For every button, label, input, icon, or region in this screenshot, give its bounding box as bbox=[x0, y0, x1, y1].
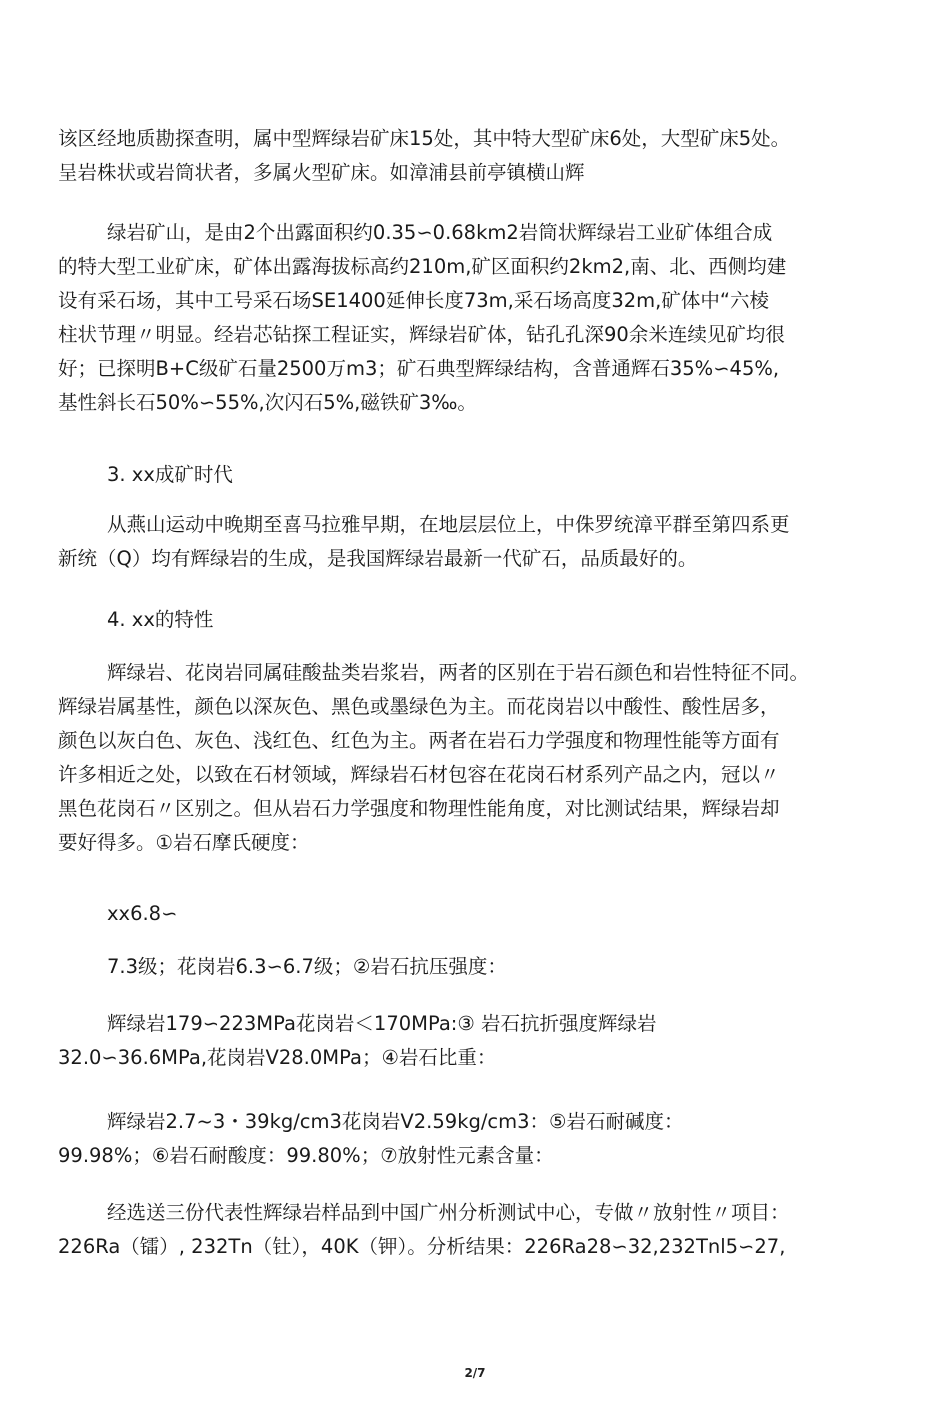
text-line: 99.98%；⑥岩石耐酸度：99.80%；⑦放射性元素含量： bbox=[58, 1144, 554, 1167]
text-line: 经选送三份代表性辉绿岩样品到中国广州分析测试中心，专做〃放射性〃项目： bbox=[107, 1201, 790, 1224]
text-line: 许多相近之处，以致在石材领域，辉绿岩石材包容在花岗石材系列产品之内，冠以〃 bbox=[58, 763, 780, 786]
text-line: 柱状节理〃明显。经岩芯钻探工程证实，辉绿岩矿体，钻孔孔深90余米连续见矿均很 bbox=[58, 323, 785, 346]
text-line: 的特大型工业矿床，矿体出露海拔标高约210m,矿区面积约2km2,南、北、西侧均建 bbox=[58, 255, 787, 278]
text-line: 辉绿岩179∽223MPa花岗岩＜170MPa:③ 岩石抗折强度辉绿岩 bbox=[107, 1012, 657, 1035]
text-line: 要好得多。①岩石摩氏硬度： bbox=[58, 831, 310, 854]
paragraph-deposit-overview bbox=[58, 122, 908, 190]
text-line: 辉绿岩2.7~3・39kg/cm3花岗岩V2.59kg/cm3：⑤岩石耐碱度： bbox=[107, 1110, 684, 1133]
text-line: 呈岩株状或岩筒状者，多属火型矿床。如漳浦县前亭镇横山辉 bbox=[58, 161, 585, 184]
text-line: 该区经地质勘探查明，属中型辉绿岩矿床15处，其中特大型矿床6处，大型矿床5处。 bbox=[58, 127, 791, 150]
text-line: 3. xx成矿时代 bbox=[107, 463, 233, 486]
section-heading-mineralization-age bbox=[58, 458, 908, 492]
text-line: 从燕山运动中晚期至喜马拉雅早期，在地层层位上，中侏罗统漳平群至第四系更 bbox=[107, 513, 790, 536]
text-line: 基性斜长石50%∽55%,次闪石5%,磁铁矿3‰。 bbox=[58, 391, 477, 414]
text-line: 辉绿岩、花岗岩同属硅酸盐类岩浆岩，两者的区别在于岩石颜色和岩性特征不同。 bbox=[107, 661, 810, 684]
text-line: xx6.8∽ bbox=[107, 902, 178, 925]
text-line: 绿岩矿山，是由2个出露面积约0.35∽0.68km2岩筒状辉绿岩工业矿体组合成 bbox=[107, 221, 773, 244]
page-number: 2/7 bbox=[464, 1366, 486, 1380]
text-line: 7.3级；花岗岩6.3∽6.7级；②岩石抗压强度： bbox=[107, 955, 507, 978]
text-line: 设有采石场，其中工号采石场SE1400延伸长度73m,采石场高度32m,矿体中“六棱 bbox=[58, 289, 769, 312]
text-line: 226Ra（镭）, 232Tn（钍），40K（钾）。分析结果：226Ra28∽32,232Tnl5∽27, bbox=[58, 1235, 786, 1258]
paragraph-hardness-start bbox=[58, 897, 908, 931]
text-line: 新统（Q）均有辉绿岩的生成，是我国辉绿岩最新一代矿石，品质最好的。 bbox=[58, 547, 698, 570]
text-line: 好；已探明B+C级矿石量2500万m3；矿石典型辉绿结构，含普通辉石35%∽45%, bbox=[58, 357, 780, 380]
paragraph-density-resistance bbox=[58, 1105, 908, 1173]
text-line: 黑色花岗石〃区别之。但从岩石力学强度和物理性能角度，对比测试结果，辉绿岩却 bbox=[58, 797, 780, 820]
text-line: 32.0∽36.6MPa,花岗岩V28.0MPa；④岩石比重： bbox=[58, 1046, 497, 1069]
paragraph-mineralization-age bbox=[58, 508, 908, 576]
paragraph-strength bbox=[58, 1007, 908, 1075]
paragraph-hengshan-mine bbox=[58, 216, 908, 420]
paragraph-properties bbox=[58, 656, 908, 860]
paragraph-hardness-compressive bbox=[58, 950, 908, 984]
text-line: 辉绿岩属基性，颜色以深灰色、黑色或墨绿色为主。而花岗岩以中酸性、酸性居多， bbox=[58, 695, 780, 718]
text-line: 4. xx的特性 bbox=[107, 608, 214, 631]
paragraph-radioactivity bbox=[58, 1196, 908, 1264]
section-heading-properties bbox=[58, 603, 908, 637]
text-line: 颜色以灰白色、灰色、浅红色、红色为主。两者在岩石力学强度和物理性能等方面有 bbox=[58, 729, 780, 752]
